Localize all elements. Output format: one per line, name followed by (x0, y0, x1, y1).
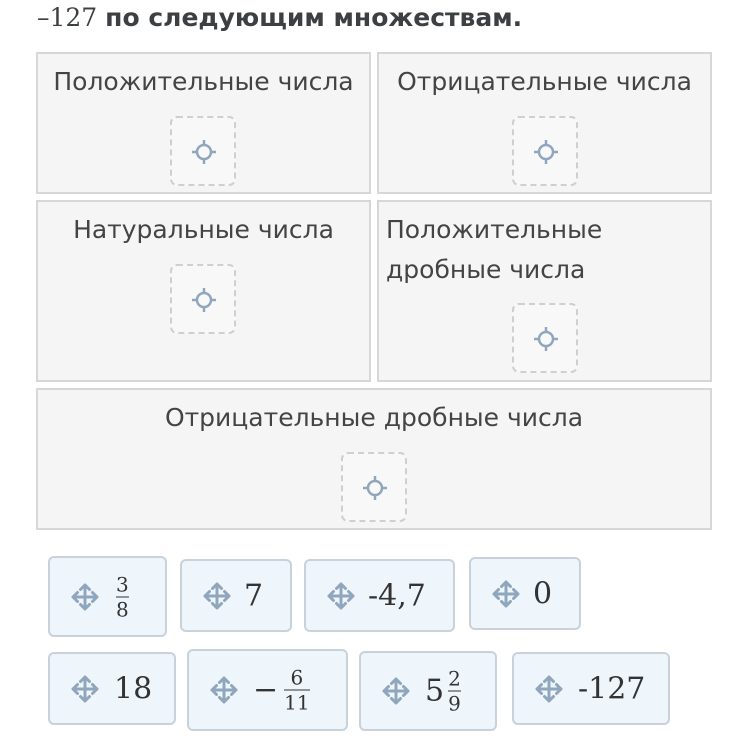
numerator: 2 (448, 666, 461, 691)
move-arrows-icon (382, 677, 410, 705)
zone-negative-fractions (36, 388, 712, 530)
question-heading (37, 0, 727, 36)
target-crosshair-icon (533, 139, 559, 165)
target-crosshair-icon (191, 287, 217, 313)
fraction (448, 668, 461, 715)
tile-value: 7 (244, 578, 264, 613)
move-arrows-icon (203, 582, 231, 610)
heading-text: по следующим множествам. (105, 3, 523, 32)
drop-target[interactable] (170, 264, 236, 334)
tile-value (425, 668, 461, 715)
zone-positive-numbers (36, 52, 371, 194)
whole-part: 5 (425, 673, 445, 709)
drop-target[interactable] (512, 116, 578, 186)
numerator: 6 (290, 665, 304, 690)
drop-target[interactable] (341, 452, 407, 522)
fraction (284, 667, 309, 714)
drop-target[interactable] (170, 116, 236, 186)
draggable-tile[interactable] (359, 651, 497, 731)
tile-value (253, 667, 310, 714)
target-crosshair-icon (362, 475, 388, 501)
tile-value: 18 (114, 671, 153, 706)
move-arrows-icon (327, 582, 355, 610)
draggable-tile[interactable] (187, 649, 348, 731)
zone-positive-fractions (377, 200, 712, 382)
zone-title: Положительные дробные числа (386, 215, 603, 284)
draggable-tile[interactable] (48, 652, 176, 725)
fraction (116, 573, 129, 620)
zone-title: Натуральные числа (73, 215, 334, 244)
denominator: 9 (448, 691, 461, 716)
denominator: 8 (116, 597, 129, 621)
draggable-tile[interactable] (304, 559, 455, 632)
tile-value (116, 573, 129, 620)
draggable-tile[interactable] (48, 556, 167, 637)
zone-title: Отрицательные числа (397, 67, 692, 96)
move-arrows-icon (535, 675, 563, 703)
denominator: 11 (284, 690, 310, 715)
tile-value: 0 (533, 576, 553, 611)
tile-value: -4,7 (368, 578, 426, 613)
draggable-tile[interactable] (512, 652, 670, 725)
move-arrows-icon (71, 583, 99, 611)
tile-value: -127 (578, 671, 646, 706)
target-crosshair-icon (533, 326, 559, 352)
zone-title: Положительные числа (53, 67, 354, 96)
zone-title: Отрицательные дробные числа (164, 403, 584, 432)
move-arrows-icon (210, 676, 238, 704)
heading-number: –127 (37, 3, 98, 32)
draggable-tile[interactable] (180, 559, 292, 632)
move-arrows-icon (492, 580, 520, 608)
zone-negative-numbers (377, 52, 712, 194)
draggable-tile[interactable] (469, 557, 581, 630)
drop-target[interactable] (512, 303, 578, 373)
minus-sign: − (253, 672, 279, 708)
numerator: 3 (116, 572, 129, 596)
move-arrows-icon (71, 675, 99, 703)
zone-natural-numbers (36, 200, 371, 382)
target-crosshair-icon (191, 139, 217, 165)
